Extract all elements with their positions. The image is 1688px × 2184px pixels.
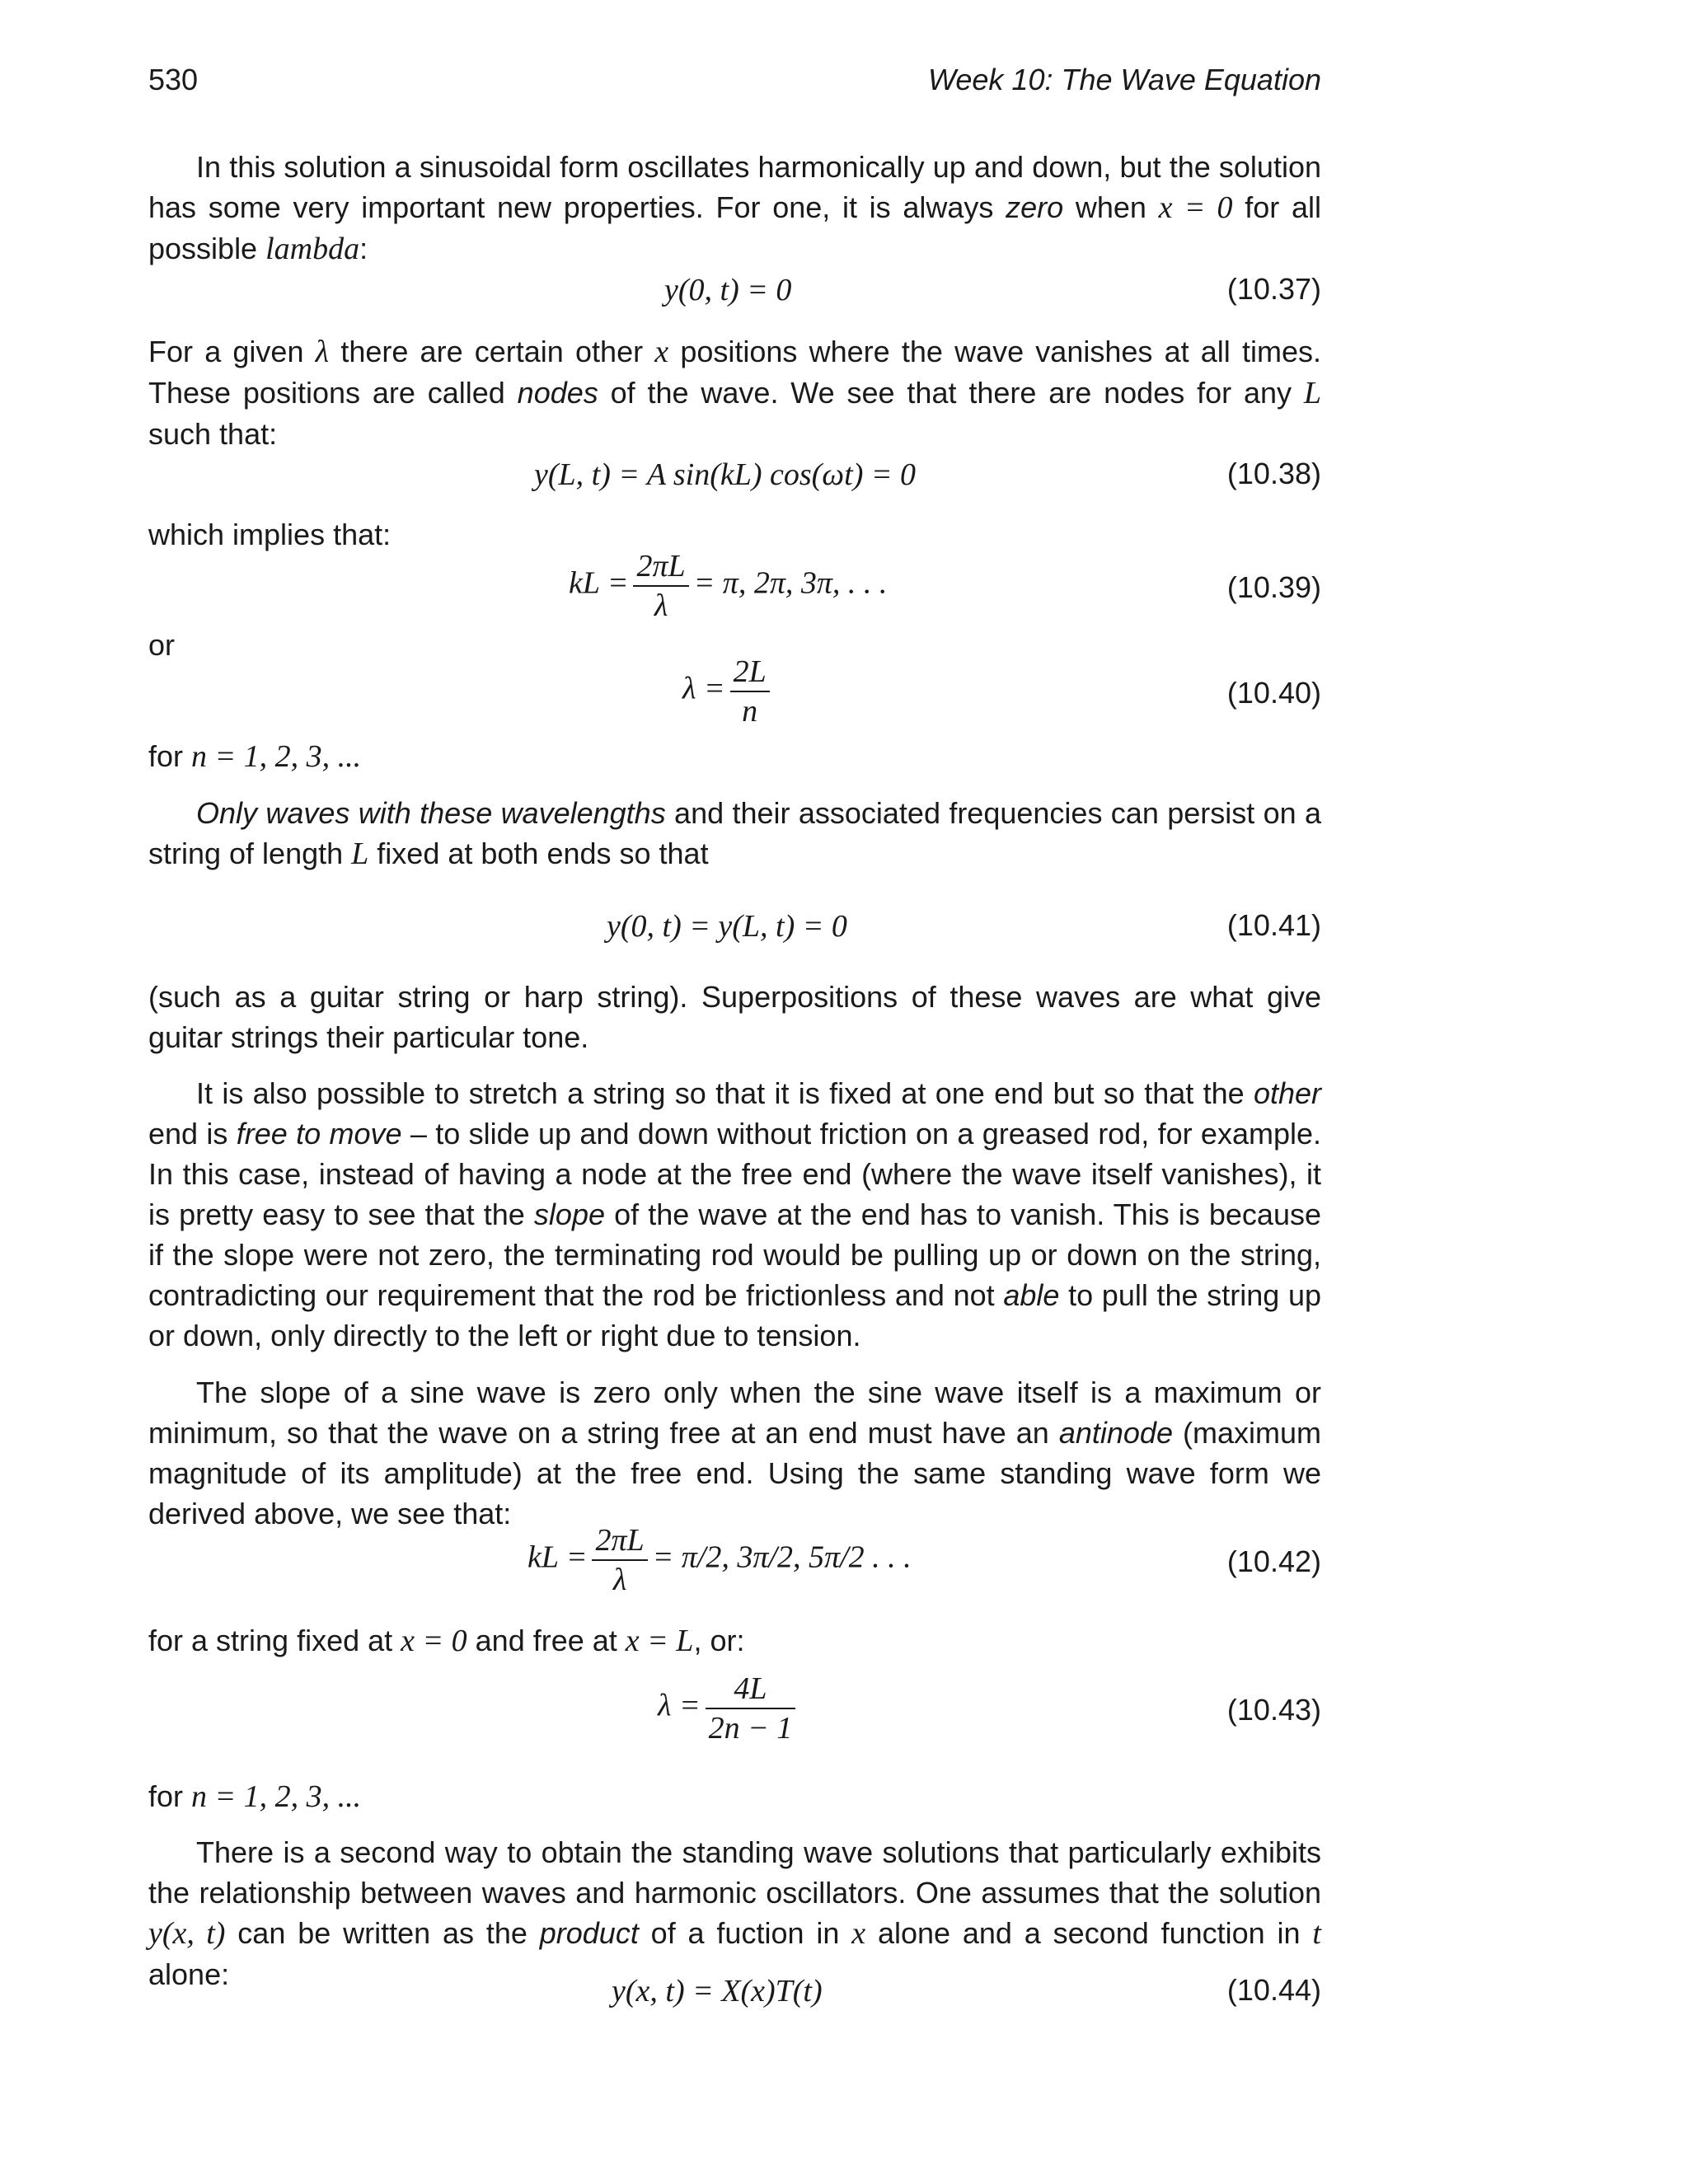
paragraph-6	[148, 793, 1321, 874]
emphasis: free to move	[236, 1117, 402, 1151]
text: positions where the wave vanishes at all times. These positions are called	[148, 335, 1322, 410]
equation-10-41	[148, 908, 1321, 949]
fraction-denominator: n	[742, 694, 758, 729]
text: of the wave at the end has to vanish. This is because if the slope were not zero, the terminating rod would be pulling up or down on the string, contradicting our requirement that the rod be frictionless and not	[148, 1197, 1321, 1312]
equation-number: (10.42)	[1226, 1544, 1321, 1578]
text: and free at	[467, 1624, 626, 1657]
equation-10-42	[148, 1521, 1321, 1604]
emphasis: nodes	[517, 376, 598, 410]
math-inline: lambda	[265, 232, 360, 266]
fraction	[706, 1670, 796, 1747]
math-inline: n = 1, 2, 3, ...	[191, 739, 362, 774]
emphasis: able	[1003, 1278, 1060, 1312]
text: of the wave. We see that there are nodes for any	[598, 376, 1304, 410]
fraction	[730, 653, 770, 730]
text: to pull the string up or down, only directly to the left or right due to tension.	[148, 1278, 1321, 1352]
text: alone:	[148, 1957, 230, 1991]
paragraph-2	[148, 331, 1321, 454]
equation-body: y(x, t) = X(x)T(t)	[612, 1974, 823, 2008]
emphasis: Only waves with these wavelengths	[196, 796, 666, 830]
equation-body: y(0, t) = 0	[664, 273, 792, 307]
emphasis: zero	[1006, 190, 1064, 224]
equation-rhs: = π/2, 3π/2, 5π/2 . . .	[652, 1540, 912, 1575]
equation-body: y(0, t) = y(L, t) = 0	[607, 909, 847, 944]
equation-body	[682, 653, 775, 730]
equation-number: (10.39)	[1226, 570, 1321, 604]
paragraph-3: which implies that:	[148, 518, 392, 551]
equation-lhs: λ =	[658, 1688, 701, 1723]
emphasis: antinode	[1058, 1416, 1173, 1450]
paragraph-11	[148, 1776, 1321, 1817]
text: for	[148, 1779, 192, 1813]
equation-number: (10.43)	[1226, 1693, 1321, 1727]
text: It is also possible to stretch a string so that it is fixed at one end but so that the	[196, 1076, 1254, 1110]
paragraph-1	[148, 147, 1321, 269]
text: and their associated frequencies can persist on a string of length	[148, 796, 1321, 870]
paragraph-12	[148, 1832, 1321, 1994]
text: – to slide up and down without friction on a greased rod, for example. In this case, instead of having a node at the free end (where the wave itself vanishes), it is pretty easy to see that the	[148, 1117, 1322, 1231]
equation-body: y(L, t) = A sin(kL) cos(ωt) = 0	[534, 457, 916, 492]
fraction-denominator: λ	[612, 1563, 627, 1597]
emphasis: product	[539, 1916, 639, 1950]
fraction	[592, 1521, 647, 1599]
fraction-denominator: λ	[654, 588, 668, 623]
text: for a string fixed at	[148, 1624, 401, 1657]
equation-number: (10.37)	[1226, 272, 1321, 306]
equation-10-38	[148, 457, 1321, 498]
text: can be written as the	[225, 1916, 540, 1950]
equation-number: (10.40)	[1226, 676, 1321, 710]
fraction-numerator: 4L	[706, 1670, 796, 1709]
emphasis: other	[1253, 1076, 1321, 1110]
fraction-numerator: 2πL	[633, 547, 688, 587]
math-inline: y(x, t)	[148, 1916, 226, 1951]
text: fixed at both ends so that	[368, 837, 709, 870]
equation-body	[569, 547, 887, 625]
text: (maximum magnitude of its amplitude) at the free end. Using the same standing wave form we derived above, we see that:	[148, 1416, 1321, 1530]
text: The slope of a sine wave is zero only when the sine wave itself is a maximum or minimum, so that the wave on a string free at an end must have an	[148, 1376, 1321, 1450]
equation-body	[658, 1670, 800, 1747]
equation-10-40	[148, 653, 1321, 735]
math-inline: L	[1303, 376, 1321, 410]
text: for	[148, 739, 192, 773]
paragraph-9	[148, 1372, 1321, 1534]
text: of a fuction in	[638, 1916, 852, 1950]
fraction-numerator: 2L	[730, 653, 770, 692]
text: In this solution a sinusoidal form oscillates harmonically up and down, but the solution has some very important new properties. For one, it is always	[148, 150, 1321, 224]
running-title: Week 10: The Wave Equation	[928, 63, 1321, 96]
paragraph-10	[148, 1620, 1321, 1661]
paragraph-8	[148, 1073, 1321, 1356]
text: alone and a second function in	[865, 1916, 1313, 1950]
page-number: 530	[148, 63, 199, 96]
math-inline: x	[654, 335, 669, 369]
emphasis: slope	[533, 1197, 605, 1231]
equation-lhs: λ =	[682, 671, 725, 706]
fraction-denominator: 2n − 1	[708, 1711, 793, 1746]
text: for all possible	[148, 190, 1321, 265]
math-inline: x = L	[625, 1624, 694, 1658]
text: For a given	[148, 335, 316, 368]
equation-10-43	[148, 1670, 1321, 1752]
math-inline: n = 1, 2, 3, ...	[191, 1779, 362, 1814]
math-inline: t	[1312, 1916, 1321, 1951]
text: end is	[148, 1117, 237, 1151]
equation-number: (10.41)	[1226, 908, 1321, 942]
text: , or:	[693, 1624, 745, 1657]
math-inline: x = 0	[401, 1624, 467, 1658]
fraction	[633, 547, 688, 625]
text: There is a second way to obtain the standing wave solutions that particularly exhibits the relationship between waves and harmonic oscillators. One assumes that the solution	[148, 1835, 1321, 1910]
paragraph-7: (such as a guitar string or harp string). Superpositions of these waves are what give guitar strings their particular tone.	[148, 980, 1321, 1054]
text: there are certain other	[329, 335, 655, 368]
math-inline: λ	[315, 335, 330, 369]
equation-lhs: kL =	[569, 565, 629, 601]
equation-number: (10.44)	[1226, 1973, 1321, 2007]
math-inline: x = 0	[1158, 190, 1233, 225]
text: when	[1063, 190, 1159, 224]
text: :	[359, 232, 368, 265]
equation-lhs: kL =	[528, 1540, 588, 1575]
equation-body	[528, 1521, 912, 1599]
equation-10-37	[148, 272, 1321, 313]
equation-10-44	[148, 1973, 1321, 2014]
paragraph-4: or	[148, 628, 176, 662]
equation-10-39	[148, 547, 1321, 630]
fraction-numerator: 2πL	[592, 1521, 647, 1561]
math-inline: L	[351, 837, 369, 871]
math-inline: x	[851, 1916, 866, 1951]
equation-number: (10.38)	[1226, 457, 1321, 490]
paragraph-5	[148, 736, 1321, 777]
text: such that:	[148, 417, 278, 451]
equation-rhs: = π, 2π, 3π, . . .	[693, 565, 888, 601]
